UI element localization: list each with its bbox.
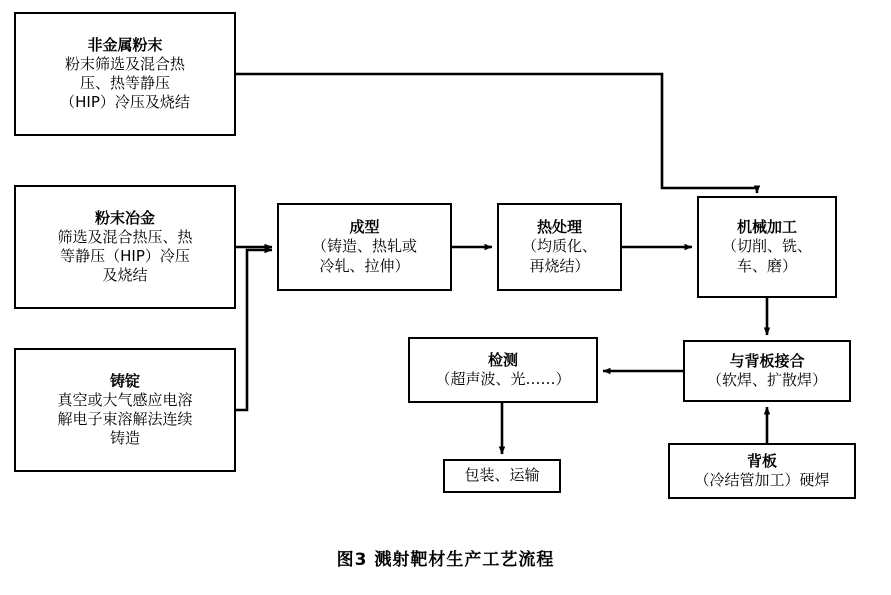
node-packaging	[443, 459, 561, 493]
node-text-line: 真空或大气感应电溶	[57, 390, 193, 409]
node-text-line: 粉末冶金	[94, 208, 155, 227]
node-inspection	[408, 337, 598, 403]
node-forming	[277, 203, 452, 291]
node-nonmetal-powder	[14, 12, 236, 136]
node-text-line: 成型	[349, 218, 380, 237]
node-text-line: 粉末筛选及混合热	[64, 54, 185, 73]
figure-caption: 图3 溅射靶材生产工艺流程	[336, 550, 555, 570]
node-text-line: 再烧结）	[529, 256, 590, 275]
node-ingot-casting	[14, 348, 236, 472]
node-text-line: 等静压（HIP）冷压	[60, 247, 190, 265]
node-text-line: 与背板接合	[729, 351, 805, 370]
node-text-line: （切削、铣、	[721, 237, 812, 256]
edge-nonmetal-to-machining	[236, 74, 757, 193]
node-text-line: 背板	[746, 451, 777, 470]
node-text-line: 筛选及混合热压、热	[57, 227, 193, 246]
node-text-line: 热处理	[536, 218, 582, 237]
node-text-line: 铸锭	[109, 371, 140, 390]
node-powder-metallurgy	[14, 185, 236, 309]
node-text-line: 冷轧、拉伸）	[319, 256, 410, 275]
node-text-line: （软焊、扩散焊）	[706, 371, 827, 389]
node-text-line: 包装、运输	[464, 466, 540, 485]
node-text-line: （铸造、热轧或	[311, 237, 417, 256]
node-text-line: 车、磨）	[736, 256, 797, 275]
node-text-line: （超声波、光……）	[435, 370, 571, 388]
node-text-line: （均质化、	[521, 237, 597, 256]
node-machining	[697, 196, 837, 298]
node-text-line: （HIP）冷压及烧结	[60, 93, 190, 112]
node-text-line: 压、热等静压	[79, 74, 170, 92]
node-text-line: 机械加工	[736, 218, 797, 237]
node-bonding	[683, 340, 851, 402]
edge-ingot-to-forming	[236, 250, 272, 410]
node-text-line: 及烧结	[102, 266, 148, 285]
node-text-line: 解电子束溶解法连续	[57, 410, 193, 428]
node-text-line: 非金属粉末	[87, 35, 163, 54]
node-text-line: 铸造	[109, 429, 140, 448]
node-heat-treatment	[497, 203, 622, 291]
node-text-line: （冷结管加工）硬焊	[694, 471, 830, 489]
node-backplate	[668, 443, 856, 499]
node-text-line: 检测	[487, 350, 518, 369]
